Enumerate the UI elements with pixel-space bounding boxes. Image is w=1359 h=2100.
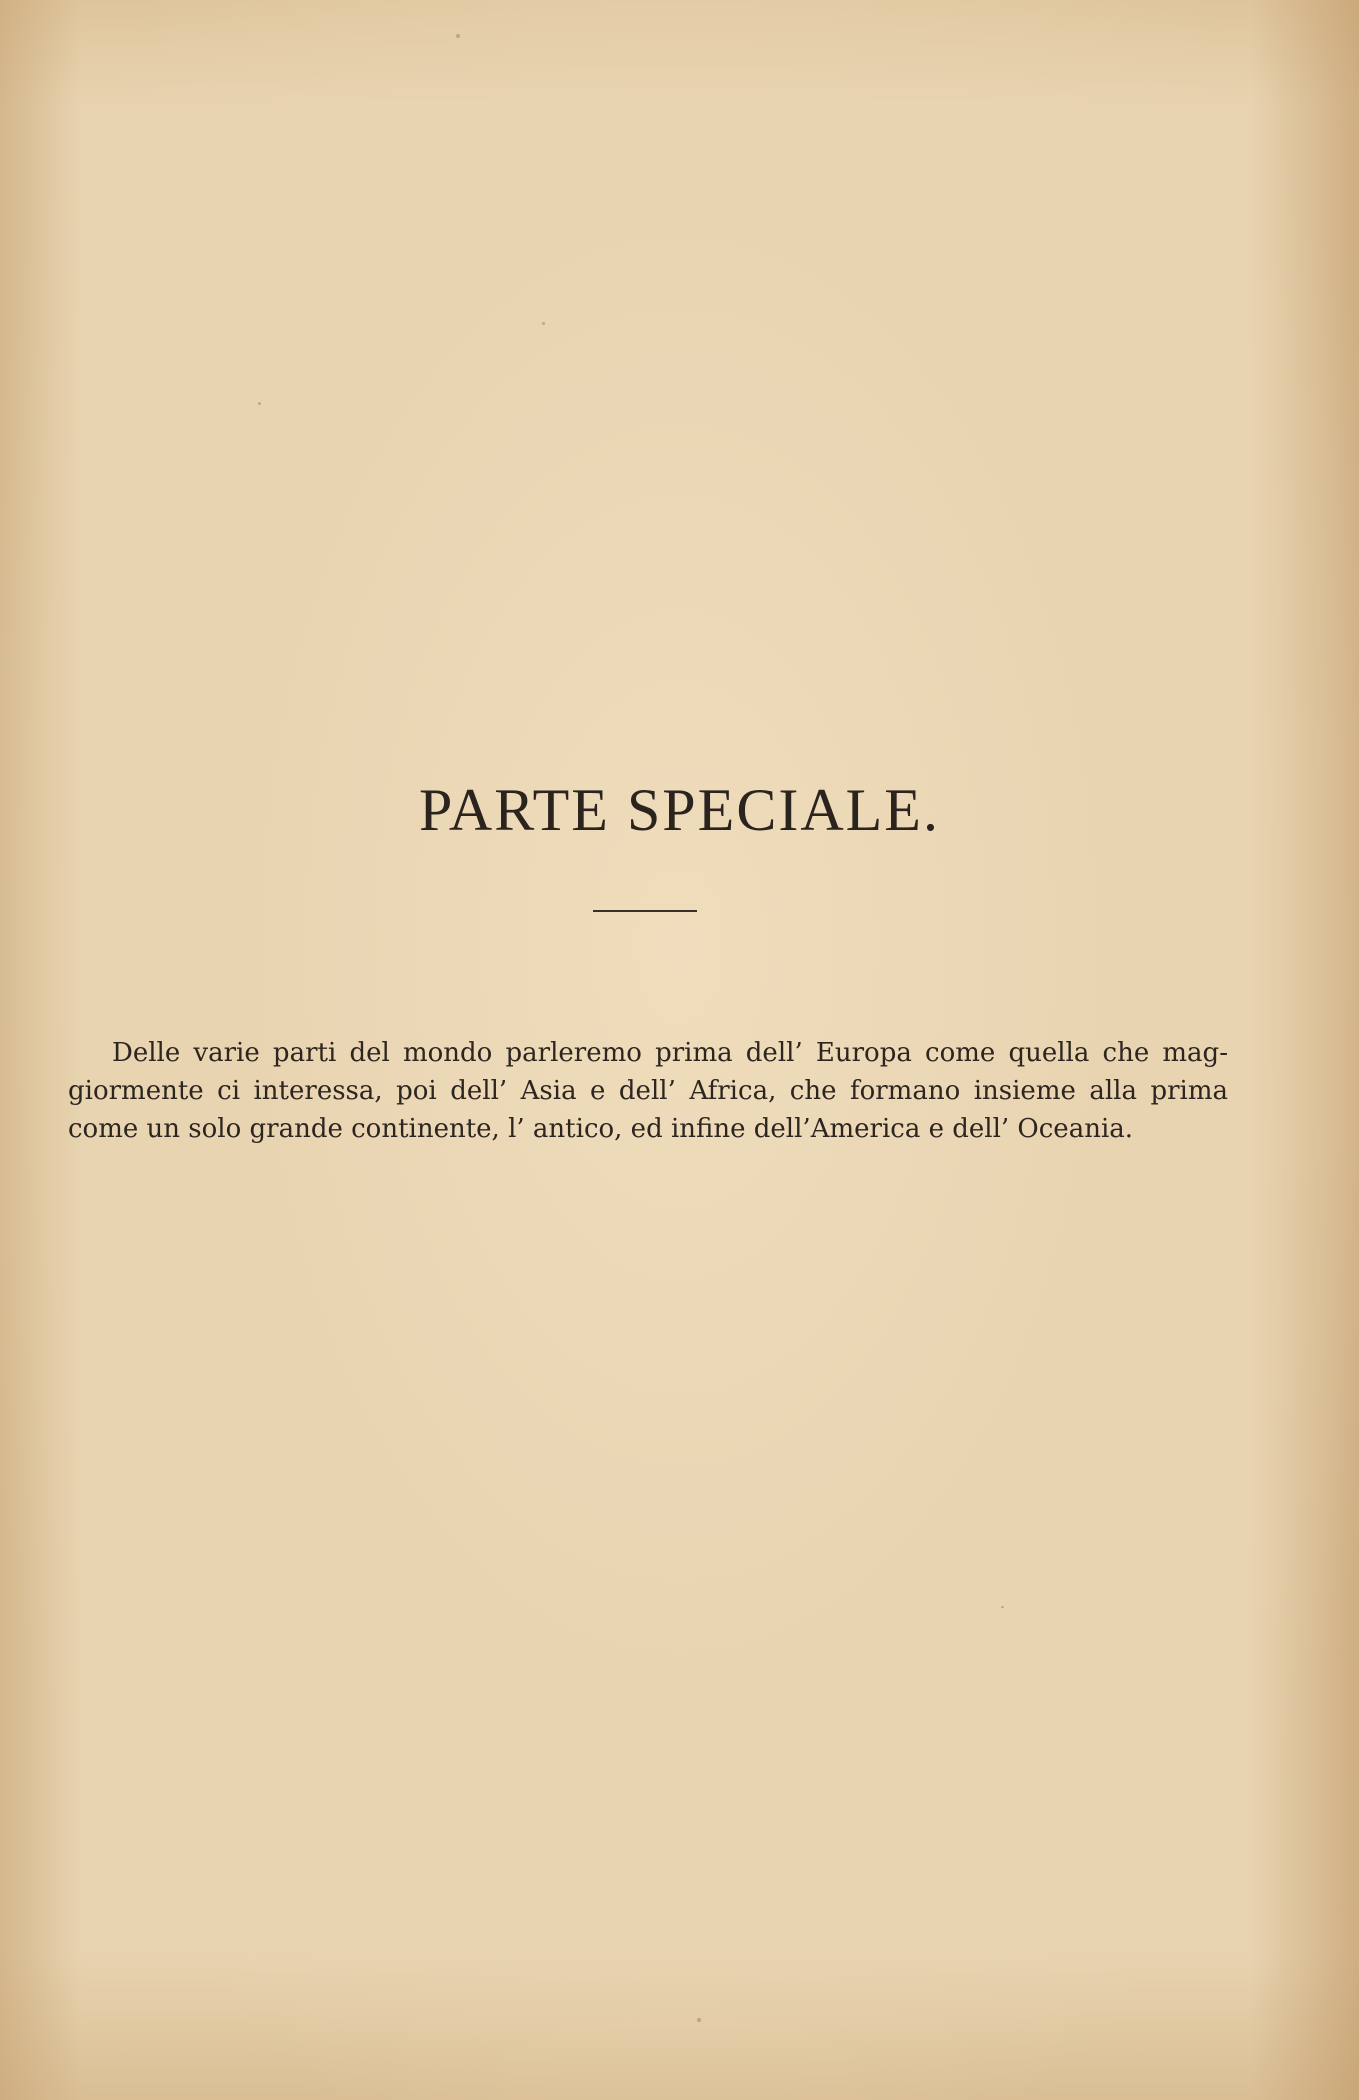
paper-speck [1001, 1606, 1004, 1608]
paper-speck [456, 34, 460, 38]
title-divider [593, 910, 697, 912]
paper-speck [258, 402, 261, 405]
paper-speck [542, 322, 545, 325]
paragraph-line-2: giormente ci interessa, poi dell’ Asia e dell’ Africa, che formano insieme alla prima [68, 1076, 1228, 1106]
intro-paragraph [68, 1034, 1228, 1148]
paragraph-line-3: come un solo grande continente, l’ antico, ed infine dell’America e dell’ Oceania. [68, 1114, 1134, 1144]
section-title: PARTE SPECIALE. [419, 777, 940, 843]
paper-speck [697, 2018, 701, 2022]
paragraph-line-1: Delle varie parti del mondo parleremo prima dell’ Europa come quella che mag- [112, 1038, 1228, 1068]
